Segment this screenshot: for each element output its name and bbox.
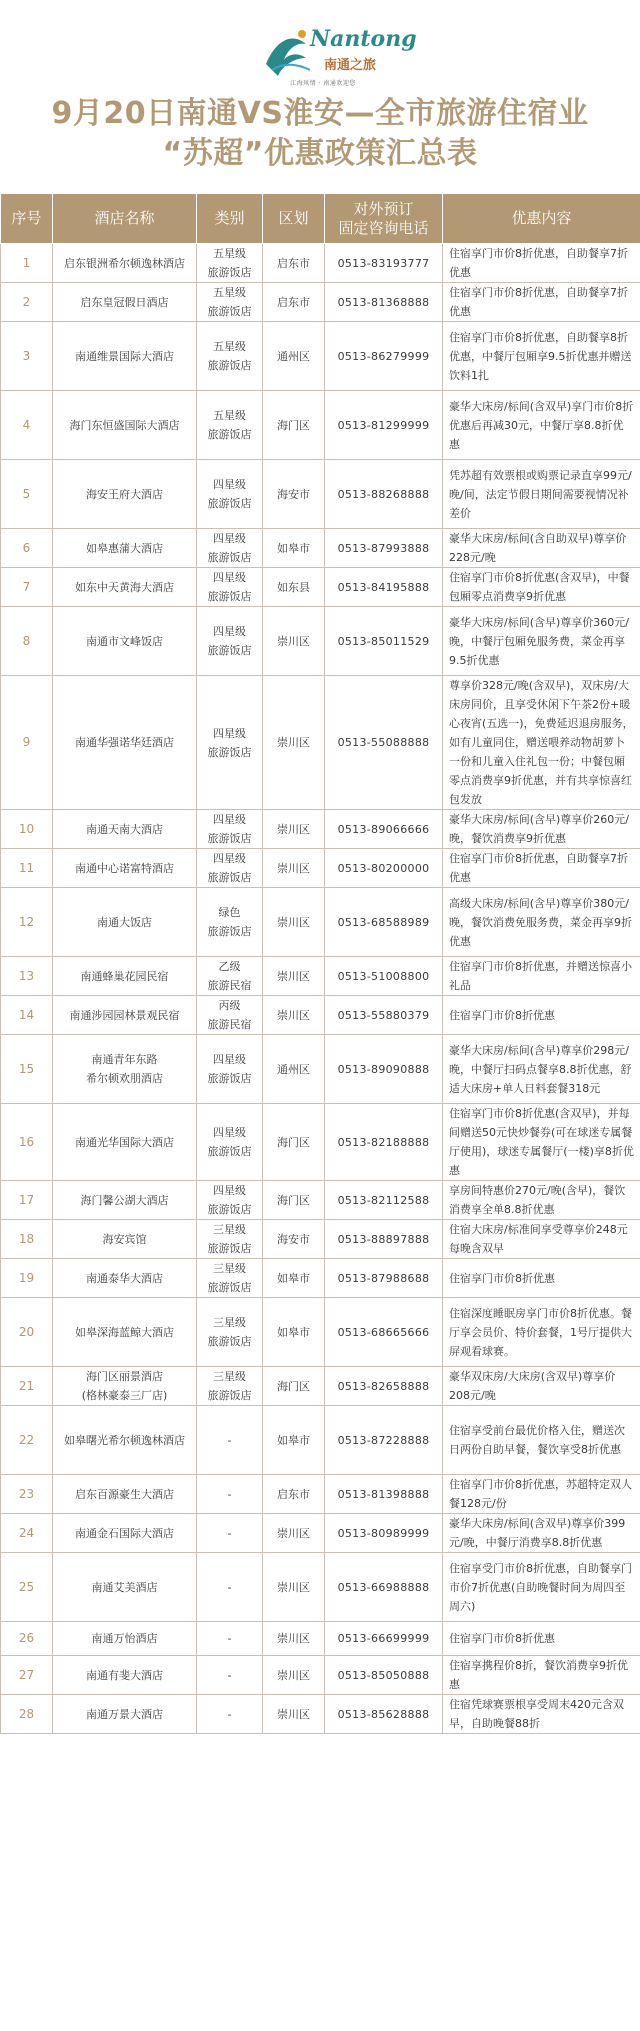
header-phone-line-2: 固定咨询电话	[338, 218, 429, 237]
hotel-category: 乙级 旅游民宿	[197, 957, 263, 996]
hotel-phone: 0513-68665666	[325, 1298, 443, 1367]
hotel-category: 三星级 旅游饭店	[197, 1259, 263, 1298]
table-row	[1, 283, 640, 322]
table-row	[1, 957, 640, 996]
hotel-category: 四星级 旅游饭店	[197, 529, 263, 568]
row-index: 12	[1, 888, 53, 957]
hotel-district: 如皋市	[263, 1298, 325, 1367]
row-index: 27	[1, 1656, 53, 1695]
table-row	[1, 1514, 640, 1553]
hotel-phone: 0513-51008800	[325, 957, 443, 996]
hotel-offer: 享房间特惠价270元/晚(含早)，餐饮消费享全单8.8折优惠	[443, 1181, 640, 1220]
hotel-phone: 0513-80200000	[325, 849, 443, 888]
hotel-district: 如皋市	[263, 1259, 325, 1298]
hotel-name: 南通光华国际大酒店	[53, 1104, 197, 1181]
row-index: 26	[1, 1622, 53, 1656]
hotel-name: 海门区丽景酒店 (格林豪泰三厂店)	[53, 1367, 197, 1406]
hotel-phone: 0513-87228888	[325, 1406, 443, 1475]
table-row	[1, 1553, 640, 1622]
row-index: 3	[1, 322, 53, 391]
hotel-phone: 0513-82112588	[325, 1181, 443, 1220]
table-row	[1, 322, 640, 391]
hotel-district: 崇川区	[263, 676, 325, 810]
table-row	[1, 568, 640, 607]
row-index: 15	[1, 1035, 53, 1104]
policy-table	[0, 193, 640, 1734]
hotel-phone: 0513-89090888	[325, 1035, 443, 1104]
table-row	[1, 1367, 640, 1406]
hotel-phone: 0513-87988688	[325, 1259, 443, 1298]
hotel-district: 崇川区	[263, 1622, 325, 1656]
hotel-phone: 0513-55880379	[325, 996, 443, 1035]
table-row	[1, 810, 640, 849]
hotel-district: 崇川区	[263, 607, 325, 676]
hotel-category: 三星级 旅游饭店	[197, 1220, 263, 1259]
row-index: 6	[1, 529, 53, 568]
hotel-name: 启东银洲希尔顿逸林酒店	[53, 244, 197, 283]
row-index: 24	[1, 1514, 53, 1553]
table-header-row	[1, 194, 640, 244]
hotel-category: -	[197, 1622, 263, 1656]
hotel-district: 崇川区	[263, 1656, 325, 1695]
hotel-offer: 住宿享门市价8折优惠，自助餐享7折优惠	[443, 244, 640, 283]
hotel-name: 南通天南大酒店	[53, 810, 197, 849]
hotel-name: 南通维景国际大酒店	[53, 322, 197, 391]
table-row	[1, 460, 640, 529]
row-index: 13	[1, 957, 53, 996]
row-index: 19	[1, 1259, 53, 1298]
hotel-offer: 住宿享门市价8折优惠，并赠送惊喜小礼品	[443, 957, 640, 996]
hotel-offer: 豪华大床房/标间(含早)尊享价298元/晚，中餐厅扫码点餐享8.8折优惠，舒适大床房+单人日料套餐318元	[443, 1035, 640, 1104]
row-index: 22	[1, 1406, 53, 1475]
hotel-district: 如皋市	[263, 529, 325, 568]
hotel-name: 如皋曙光希尔顿逸林酒店	[53, 1406, 197, 1475]
hotel-category: -	[197, 1656, 263, 1695]
table-row	[1, 1475, 640, 1514]
hotel-district: 崇川区	[263, 810, 325, 849]
row-index: 28	[1, 1695, 53, 1734]
hotel-offer: 住宿凭球赛票根享受周末420元含双早，自助晚餐88折	[443, 1695, 640, 1734]
table-body	[1, 244, 640, 1734]
row-index: 17	[1, 1181, 53, 1220]
hotel-offer: 住宿享门市价8折优惠，自助餐享8折优惠，中餐厅包厢享9.5折优惠并赠送饮料1扎	[443, 322, 640, 391]
hotel-phone: 0513-88268888	[325, 460, 443, 529]
hotel-category: 五星级 旅游饭店	[197, 391, 263, 460]
hotel-name: 海安王府大酒店	[53, 460, 197, 529]
table-row	[1, 676, 640, 810]
hotel-offer: 住宿享门市价8折优惠	[443, 1622, 640, 1656]
row-index: 5	[1, 460, 53, 529]
hotel-district: 海门区	[263, 1181, 325, 1220]
hotel-offer: 住宿深度睡眠房享门市价8折优惠。餐厅享会员价、特价套餐，1号厅提供大屏观看球赛。	[443, 1298, 640, 1367]
hotel-name: 南通万景大酒店	[53, 1695, 197, 1734]
table-row	[1, 888, 640, 957]
page-title-line-2: “苏超”优惠政策汇总表	[162, 136, 478, 171]
row-index: 4	[1, 391, 53, 460]
hotel-phone: 0513-87993888	[325, 529, 443, 568]
hotel-category: 丙级 旅游民宿	[197, 996, 263, 1035]
hotel-offer: 尊享价328元/晚(含双早)，双床房/大床房同价，且享受休闲下午茶2份+暖心夜宵(五选一)，免费延迟退房服务，如有儿童同住，赠送喂养动物胡萝卜一份和儿童入住礼包一份；中餐包厢零点消费享9折优惠，并有共享惊喜红包发放	[443, 676, 640, 810]
hotel-phone: 0513-81299999	[325, 391, 443, 460]
hotel-phone: 0513-88897888	[325, 1220, 443, 1259]
header-district: 区划	[263, 194, 325, 244]
row-index: 10	[1, 810, 53, 849]
hotel-district: 通州区	[263, 1035, 325, 1104]
table-row	[1, 996, 640, 1035]
row-index: 2	[1, 283, 53, 322]
table-row	[1, 529, 640, 568]
header-index: 序号	[1, 194, 53, 244]
hotel-offer: 住宿享门市价8折优惠(含双早)，中餐包厢零点消费享9折优惠	[443, 568, 640, 607]
hotel-name: 启东皇冠假日酒店	[53, 283, 197, 322]
table-row	[1, 1298, 640, 1367]
hotel-phone: 0513-86279999	[325, 322, 443, 391]
hotel-offer: 凭苏超有效票根或购票记录直享99元/晚/间，法定节假日期间需要视情况补差价	[443, 460, 640, 529]
row-index: 25	[1, 1553, 53, 1622]
hotel-district: 启东市	[263, 1475, 325, 1514]
table-row	[1, 1181, 640, 1220]
hotel-offer: 住宿享携程价8折，餐饮消费享9折优惠	[443, 1656, 640, 1695]
hotel-category: 三星级 旅游饭店	[197, 1367, 263, 1406]
hotel-district: 崇川区	[263, 1514, 325, 1553]
table-row	[1, 1695, 640, 1734]
hotel-name: 启东百源豪生大酒店	[53, 1475, 197, 1514]
header-offer: 优惠内容	[443, 194, 640, 244]
table-row	[1, 1406, 640, 1475]
hotel-district: 崇川区	[263, 996, 325, 1035]
hotel-category: 四星级 旅游饭店	[197, 460, 263, 529]
hotel-offer: 住宿享受前台最优价格入住，赠送次日两份自助早餐，餐饮享受8折优惠	[443, 1406, 640, 1475]
hotel-phone: 0513-81398888	[325, 1475, 443, 1514]
hotel-category: 五星级 旅游饭店	[197, 244, 263, 283]
hotel-name: 海门东恒盛国际大酒店	[53, 391, 197, 460]
row-index: 23	[1, 1475, 53, 1514]
table-row	[1, 1622, 640, 1656]
hotel-name: 南通涉园园林景观民宿	[53, 996, 197, 1035]
table-row	[1, 607, 640, 676]
hotel-phone: 0513-85628888	[325, 1695, 443, 1734]
table-row	[1, 1259, 640, 1298]
hotel-district: 通州区	[263, 322, 325, 391]
hotel-category: 四星级 旅游饭店	[197, 1104, 263, 1181]
header-phone-line-1: 对外预订	[353, 199, 414, 218]
hotel-offer: 高级大床房/标间(含早)尊享价380元/晚，餐饮消费免服务费，菜金再享9折优惠	[443, 888, 640, 957]
row-index: 16	[1, 1104, 53, 1181]
hotel-category: 四星级 旅游饭店	[197, 1035, 263, 1104]
hotel-category: -	[197, 1406, 263, 1475]
page-title-line-1: 9月20日南通VS淮安—全市旅游住宿业	[51, 96, 589, 131]
header-type: 类别	[197, 194, 263, 244]
logo-wordmark: Nantong	[310, 26, 417, 52]
hotel-name: 南通华强诺华廷酒店	[53, 676, 197, 810]
hotel-district: 崇川区	[263, 1695, 325, 1734]
hotel-name: 海门馨公湖大酒店	[53, 1181, 197, 1220]
hotel-district: 崇川区	[263, 1553, 325, 1622]
hotel-phone: 0513-55088888	[325, 676, 443, 810]
hotel-district: 海安市	[263, 460, 325, 529]
table-row	[1, 391, 640, 460]
hotel-district: 崇川区	[263, 957, 325, 996]
hotel-offer: 豪华双床房/大床房(含双早)尊享价208元/晚	[443, 1367, 640, 1406]
hotel-offer: 住宿享门市价8折优惠(含双早)，并每间赠送50元快炒餐券(可在球迷专属餐厅使用)，球迷专属餐厅(一楼)享8折优惠	[443, 1104, 640, 1181]
hotel-category: 四星级 旅游饭店	[197, 810, 263, 849]
hotel-district: 海门区	[263, 391, 325, 460]
header-name: 酒店名称	[53, 194, 197, 244]
table-row	[1, 1220, 640, 1259]
hotel-district: 崇川区	[263, 888, 325, 957]
header-phone	[325, 194, 443, 244]
row-index: 18	[1, 1220, 53, 1259]
header	[0, 0, 640, 193]
hotel-name: 南通大饭店	[53, 888, 197, 957]
hotel-offer: 豪华大床房/标间(含早)尊享价360元/晚，中餐厅包厢免服务费，菜金再享9.5折优惠	[443, 607, 640, 676]
hotel-name: 南通市文峰饭店	[53, 607, 197, 676]
logo-chinese-name: 南通之旅	[324, 58, 377, 73]
hotel-phone: 0513-81368888	[325, 283, 443, 322]
hotel-phone: 0513-84195888	[325, 568, 443, 607]
hotel-phone: 0513-68588989	[325, 888, 443, 957]
hotel-category: 四星级 旅游饭店	[197, 1181, 263, 1220]
hotel-district: 海门区	[263, 1367, 325, 1406]
hotel-name: 南通万怡酒店	[53, 1622, 197, 1656]
table-row	[1, 1656, 640, 1695]
row-index: 9	[1, 676, 53, 810]
hotel-district: 启东市	[263, 283, 325, 322]
hotel-category: 绿色 旅游饭店	[197, 888, 263, 957]
hotel-name: 如东中天黄海大酒店	[53, 568, 197, 607]
hotel-category: 五星级 旅游饭店	[197, 322, 263, 391]
hotel-category: -	[197, 1475, 263, 1514]
hotel-name: 南通金石国际大酒店	[53, 1514, 197, 1553]
table-row	[1, 1035, 640, 1104]
hotel-phone: 0513-83193777	[325, 244, 443, 283]
hotel-phone: 0513-82188888	[325, 1104, 443, 1181]
hotel-name: 南通有斐大酒店	[53, 1656, 197, 1695]
hotel-district: 海安市	[263, 1220, 325, 1259]
hotel-name: 如皋深海蓝鲸大酒店	[53, 1298, 197, 1367]
hotel-offer: 住宿享门市价8折优惠	[443, 1259, 640, 1298]
hotel-phone: 0513-89066666	[325, 810, 443, 849]
hotel-name: 南通中心诺富特酒店	[53, 849, 197, 888]
hotel-offer: 豪华大床房/标间(含双早)尊享价399元/晚，中餐厅消费享8.8折优惠	[443, 1514, 640, 1553]
row-index: 20	[1, 1298, 53, 1367]
hotel-phone: 0513-85011529	[325, 607, 443, 676]
hotel-phone: 0513-66699999	[325, 1622, 443, 1656]
hotel-category: 四星级 旅游饭店	[197, 676, 263, 810]
hotel-category: -	[197, 1514, 263, 1553]
nantong-tourism-logo	[258, 20, 417, 90]
hotel-category: 四星级 旅游饭店	[197, 568, 263, 607]
hotel-district: 海门区	[263, 1104, 325, 1181]
hotel-phone: 0513-82658888	[325, 1367, 443, 1406]
row-index: 14	[1, 996, 53, 1035]
hotel-name: 南通泰华大酒店	[53, 1259, 197, 1298]
hotel-name: 南通青年东路 希尔顿欢朋酒店	[53, 1035, 197, 1104]
row-index: 8	[1, 607, 53, 676]
hotel-district: 如皋市	[263, 1406, 325, 1475]
table-row	[1, 1104, 640, 1181]
logo-tagline: 江海风情 · 南通欢迎您	[290, 80, 356, 87]
row-index: 21	[1, 1367, 53, 1406]
hotel-offer: 豪华大床房/标间(含早)尊享价260元/晚，餐饮消费享9折优惠	[443, 810, 640, 849]
hotel-category: 三星级 旅游饭店	[197, 1298, 263, 1367]
hotel-offer: 住宿享门市价8折优惠	[443, 996, 640, 1035]
hotel-offer: 豪华大床房/标间(含双早)享门市价8折优惠后再减30元，中餐厅享8.8折优惠	[443, 391, 640, 460]
hotel-offer: 住宿大床房/标准间享受尊享价248元每晚含双早	[443, 1220, 640, 1259]
hotel-offer: 豪华大床房/标间(含自助双早)尊享价228元/晚	[443, 529, 640, 568]
hotel-phone: 0513-80989999	[325, 1514, 443, 1553]
hotel-offer: 住宿享门市价8折优惠，自助餐享7折优惠	[443, 283, 640, 322]
row-index: 1	[1, 244, 53, 283]
hotel-offer: 住宿享受门市价8折优惠，自助餐享门市价7折优惠(自助晚餐时间为周四至周六)	[443, 1553, 640, 1622]
hotel-name: 海安宾馆	[53, 1220, 197, 1259]
hotel-offer: 住宿享门市价8折优惠，苏超特定双人餐128元/份	[443, 1475, 640, 1514]
hotel-district: 如东县	[263, 568, 325, 607]
hotel-name: 如皋惠蒲大酒店	[53, 529, 197, 568]
table-row	[1, 244, 640, 283]
table-row	[1, 849, 640, 888]
hotel-district: 启东市	[263, 244, 325, 283]
hotel-category: 四星级 旅游饭店	[197, 849, 263, 888]
hotel-category: 五星级 旅游饭店	[197, 283, 263, 322]
row-index: 11	[1, 849, 53, 888]
hotel-category: -	[197, 1553, 263, 1622]
hotel-phone: 0513-85050888	[325, 1656, 443, 1695]
hotel-name: 南通艾美酒店	[53, 1553, 197, 1622]
hotel-name: 南通蜂巢花园民宿	[53, 957, 197, 996]
hotel-district: 崇川区	[263, 849, 325, 888]
hotel-category: 四星级 旅游饭店	[197, 607, 263, 676]
hotel-category: -	[197, 1695, 263, 1734]
hotel-phone: 0513-66988888	[325, 1553, 443, 1622]
hotel-offer: 住宿享门市价8折优惠，自助餐享7折优惠	[443, 849, 640, 888]
row-index: 7	[1, 568, 53, 607]
